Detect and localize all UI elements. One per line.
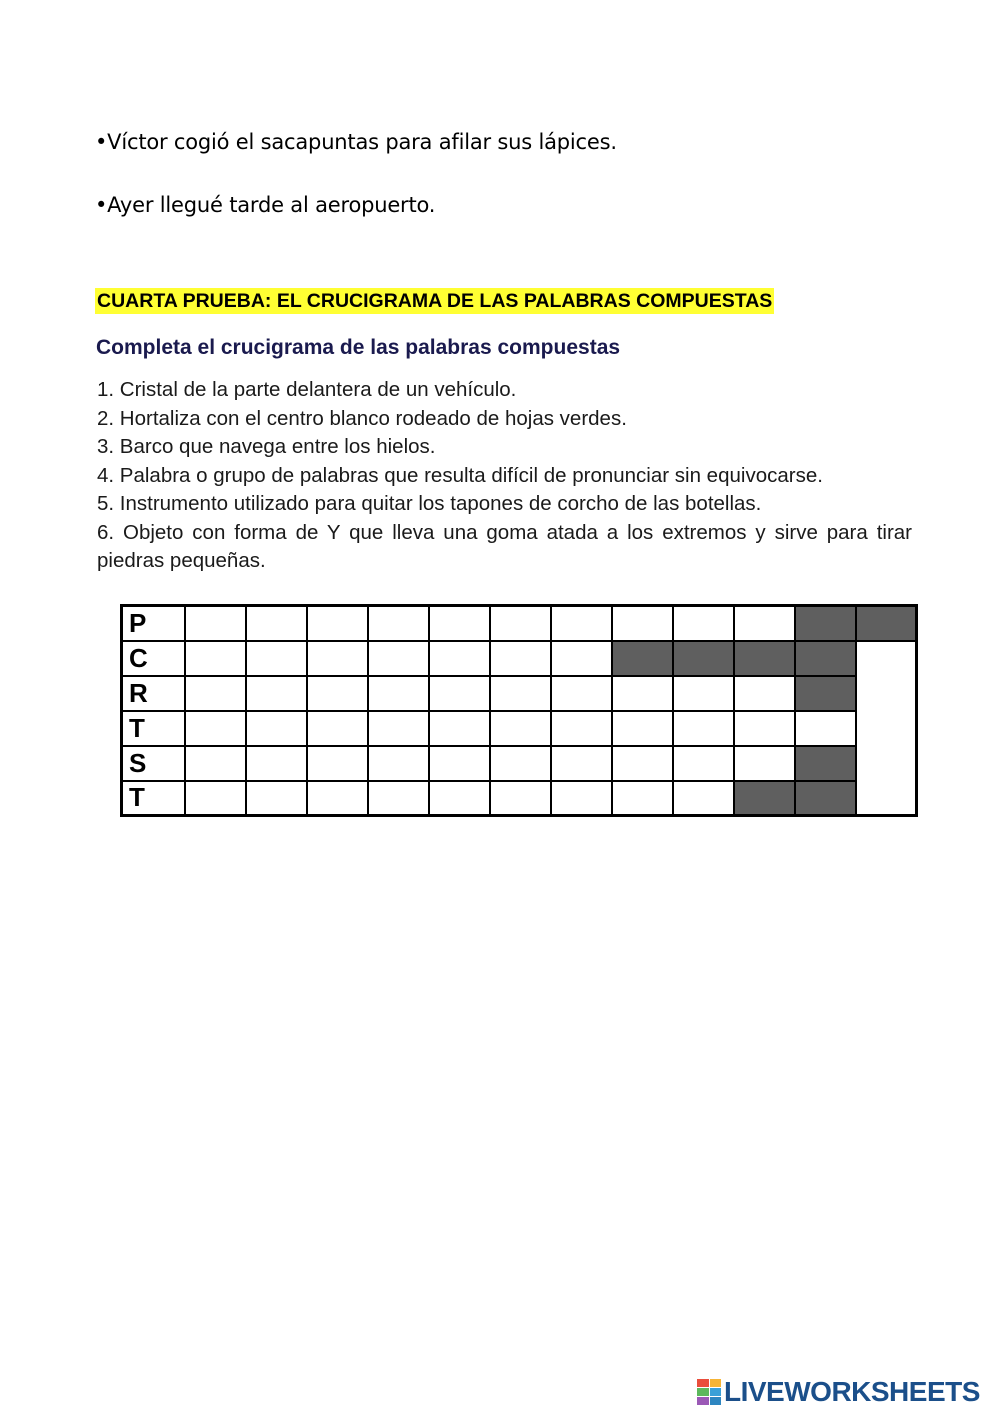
sentence-1: •Víctor cogió el sacapuntas para afilar sus lápices.: [95, 130, 617, 154]
crossword-cell[interactable]: [734, 711, 795, 746]
crossword-cell[interactable]: [612, 781, 673, 816]
crossword-cell[interactable]: [551, 746, 612, 781]
crossword-cell[interactable]: [612, 711, 673, 746]
crossword-cell[interactable]: [429, 676, 490, 711]
crossword-cell[interactable]: [673, 746, 734, 781]
crossword-cell[interactable]: [185, 676, 246, 711]
logo-square: [697, 1379, 709, 1387]
crossword-cell[interactable]: [429, 641, 490, 676]
clue-list: [97, 376, 912, 576]
crossword-cell[interactable]: [368, 641, 429, 676]
crossword-cell[interactable]: [429, 606, 490, 641]
clue-3: 3. Barco que navega entre los hielos.: [97, 435, 436, 458]
crossword-cell[interactable]: [307, 641, 368, 676]
crossword-blocked-cell: [612, 641, 673, 676]
crossword-cell[interactable]: [307, 606, 368, 641]
section-subheading: Completa el crucigrama de las palabras compuestas: [96, 336, 621, 359]
crossword-cell[interactable]: [490, 711, 551, 746]
crossword-cell[interactable]: [368, 711, 429, 746]
crossword-cell[interactable]: [551, 641, 612, 676]
crossword-cell[interactable]: [490, 676, 551, 711]
crossword-row: [122, 746, 917, 781]
crossword-row-letter: T: [122, 781, 185, 816]
logo-square: [710, 1397, 722, 1405]
crossword-cell[interactable]: [307, 746, 368, 781]
crossword-cell[interactable]: [551, 711, 612, 746]
crossword-row: [122, 606, 917, 641]
crossword-cell[interactable]: [185, 641, 246, 676]
crossword-blocked-cell: [673, 641, 734, 676]
crossword-cell[interactable]: [673, 711, 734, 746]
crossword-row: [122, 676, 917, 711]
crossword-cell[interactable]: [734, 746, 795, 781]
crossword-row-letter: C: [122, 641, 185, 676]
clue-2: 2. Hortaliza con el centro blanco rodeado de hojas verdes.: [97, 406, 627, 430]
crossword-cell[interactable]: [246, 676, 307, 711]
crossword-blocked-cell: [734, 781, 795, 816]
crossword-cell[interactable]: [673, 676, 734, 711]
crossword-row-letter: S: [122, 746, 185, 781]
clue-6: 6. Objeto con forma de Y que lleva una goma atada a los extremos y sirve para tirar piedras pequeñas.: [97, 520, 912, 572]
crossword-cell[interactable]: [734, 676, 795, 711]
crossword-blocked-cell: [795, 641, 856, 676]
crossword-cell[interactable]: [185, 711, 246, 746]
crossword-row-letter: R: [122, 676, 185, 711]
crossword-cell[interactable]: [307, 781, 368, 816]
crossword-cell[interactable]: [368, 746, 429, 781]
crossword-cell[interactable]: [185, 746, 246, 781]
crossword-cell[interactable]: [551, 606, 612, 641]
crossword-cell[interactable]: [612, 606, 673, 641]
crossword-row: [122, 641, 917, 676]
crossword-blocked-cell: [795, 606, 856, 641]
crossword-cell[interactable]: [490, 606, 551, 641]
logo-square: [710, 1379, 722, 1387]
crossword-cell[interactable]: [185, 606, 246, 641]
crossword-cell[interactable]: [368, 676, 429, 711]
crossword-blocked-cell: [795, 746, 856, 781]
crossword-cell[interactable]: [246, 746, 307, 781]
crossword-cell[interactable]: [734, 606, 795, 641]
logo-square: [697, 1388, 709, 1396]
crossword-cell[interactable]: [307, 676, 368, 711]
crossword-cell[interactable]: [429, 711, 490, 746]
crossword-cell[interactable]: [490, 781, 551, 816]
crossword-cell[interactable]: [673, 781, 734, 816]
clue-4: 4. Palabra o grupo de palabras que resulta difícil de pronunciar sin equivocarse.: [97, 463, 823, 487]
crossword-cell[interactable]: [612, 746, 673, 781]
crossword-cell[interactable]: [307, 711, 368, 746]
crossword-cell[interactable]: [246, 641, 307, 676]
crossword-row: [122, 781, 917, 816]
liveworksheets-logo-icon: [697, 1379, 721, 1405]
logo-square: [697, 1397, 709, 1405]
crossword-cell[interactable]: [795, 711, 856, 746]
crossword-cell[interactable]: [246, 606, 307, 641]
logo-square: [710, 1388, 722, 1396]
crossword-cell[interactable]: [551, 676, 612, 711]
crossword-blocked-cell: [856, 606, 917, 641]
crossword-grid: [120, 604, 918, 817]
brand-name: LIVEWORKSHEETS: [724, 1376, 980, 1407]
crossword-blocked-cell: [734, 641, 795, 676]
crossword-cell[interactable]: [673, 606, 734, 641]
section-heading: CUARTA PRUEBA: EL CRUCIGRAMA DE LAS PALABRAS COMPUESTAS: [97, 290, 773, 312]
crossword-blocked-cell: [795, 676, 856, 711]
crossword-cell[interactable]: [246, 711, 307, 746]
crossword-cell[interactable]: [490, 746, 551, 781]
crossword-cell[interactable]: [246, 781, 307, 816]
crossword-cell[interactable]: [429, 746, 490, 781]
clue-1: 1. Cristal de la parte delantera de un vehículo.: [97, 378, 517, 401]
crossword-row-letter: P: [122, 606, 185, 641]
crossword-cell[interactable]: [551, 781, 612, 816]
crossword-cell[interactable]: [612, 676, 673, 711]
crossword-cell[interactable]: [368, 606, 429, 641]
liveworksheets-logo: [697, 1376, 980, 1408]
crossword-cell[interactable]: [490, 641, 551, 676]
clue-5: 5. Instrumento utilizado para quitar los tapones de corcho de las botellas.: [97, 492, 762, 515]
sentence-2: •Ayer llegué tarde al aeropuerto.: [95, 193, 436, 217]
crossword-row-letter: T: [122, 711, 185, 746]
crossword-row: [122, 711, 917, 746]
crossword-cell[interactable]: [368, 781, 429, 816]
crossword-cell[interactable]: [185, 781, 246, 816]
crossword-cell[interactable]: [429, 781, 490, 816]
crossword-blocked-cell: [795, 781, 856, 816]
